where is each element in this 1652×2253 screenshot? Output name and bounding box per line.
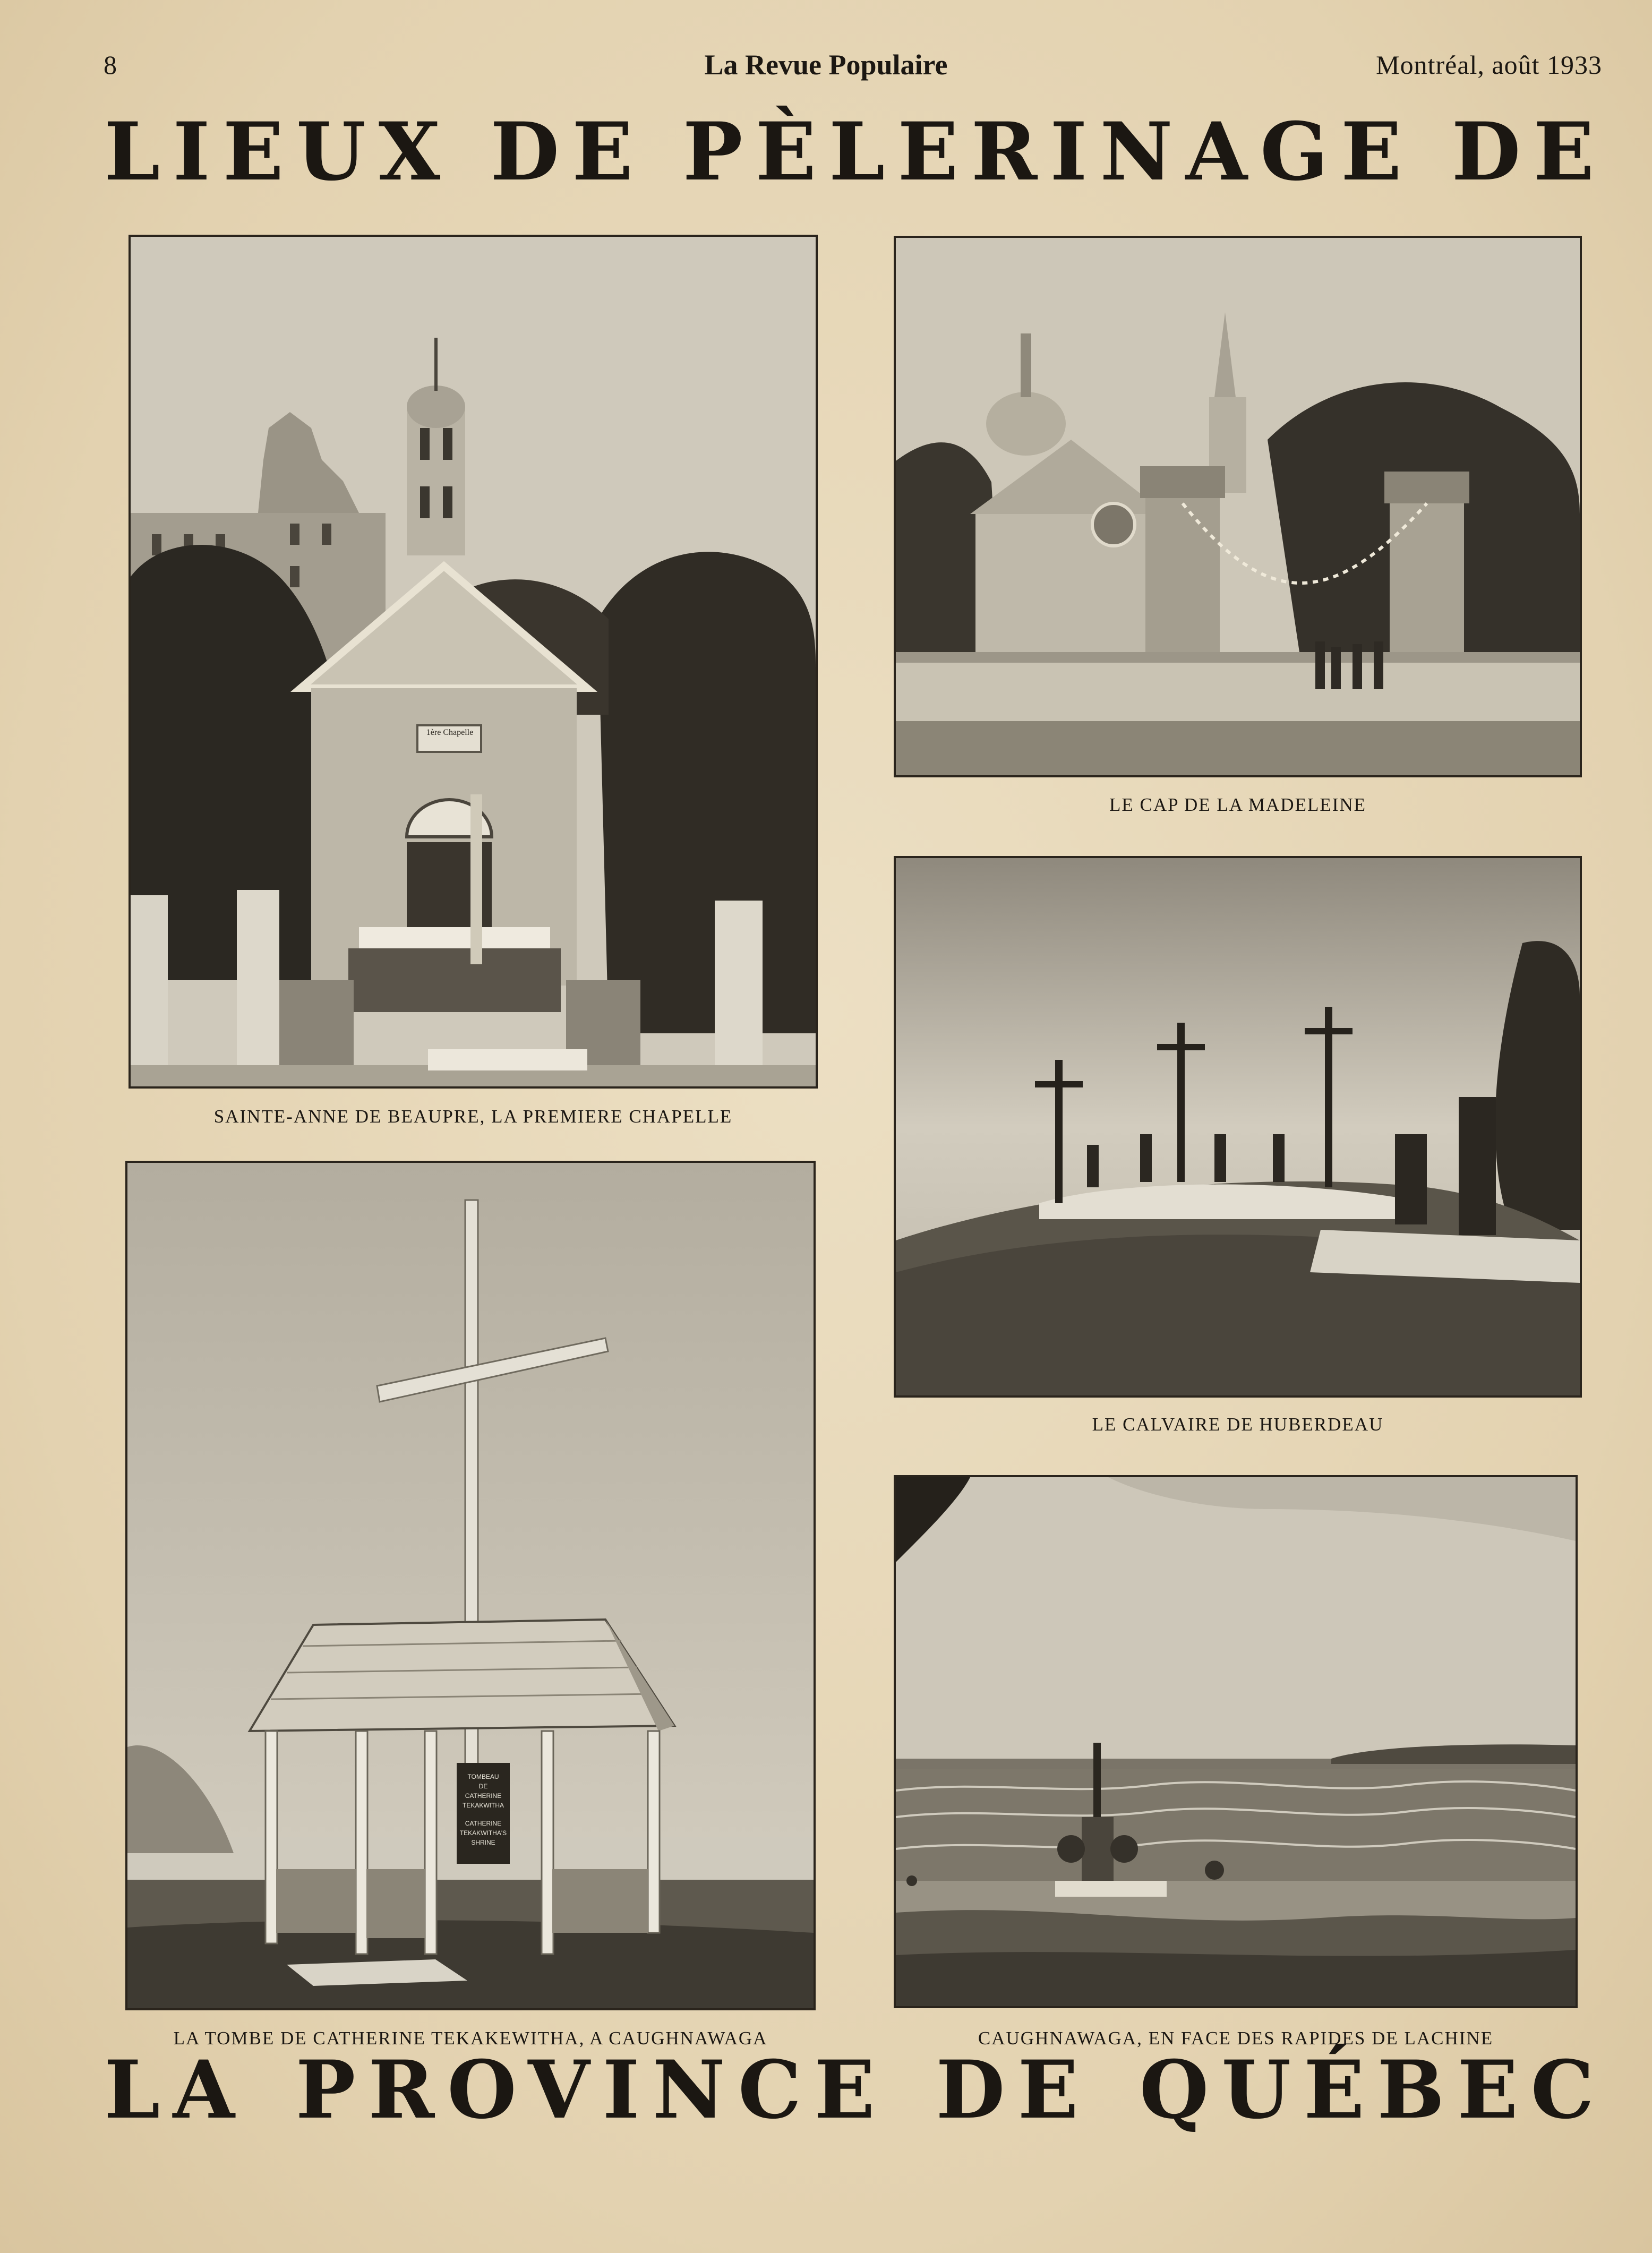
tomb-inscription: TOMBEAU [467,1773,499,1780]
photo-cap-de-la-madeleine [894,236,1582,777]
headline-word: LIEUX [104,105,453,199]
caption-cap-de-la-madeleine: LE CAP DE LA MADELEINE [1109,794,1367,815]
photo-sainte-anne-chapel [129,235,818,1089]
caption-sainte-anne: SAINTE-ANNE DE BEAUPRE, LA PREMIERE CHAPELLE [213,1106,733,1127]
headline-word: DE [1451,105,1607,199]
tomb-inscription: TEKAKWITHA [462,1802,504,1809]
page-number: 8 [104,50,117,80]
headline-word: DE [490,105,646,199]
photo-caughnawaga-rapides [894,1475,1578,2008]
tomb-inscription: DE [478,1783,488,1790]
headline-top [104,105,1607,199]
headline-bottom [104,2043,1607,2137]
publication-title: La Revue Populaire [704,49,948,81]
photo-calvaire-huberdeau [894,856,1582,1398]
tomb-inscription: TEKAKWITHA'S [459,1829,507,1837]
headline-word: PÈLERINAGE [682,105,1415,199]
tomb-inscription: CATHERINE [465,1792,502,1800]
dateline: Montréal, août 1933 [1376,50,1602,80]
caption-tombe-tekakwitha: LA TOMBE DE CATHERINE TEKAKEWITHA, A CAUGHNAWAGA [173,2028,768,2049]
headline-word: LA [104,2043,247,2137]
caption-calvaire-huberdeau: LE CALVAIRE DE HUBERDEAU [1092,1414,1384,1435]
chapel-sign: 1ère Chapelle [426,728,474,737]
headline-word: QUÉBEC [1139,2043,1607,2137]
photo-tombe-tekakwitha [125,1161,816,2010]
tomb-inscription: CATHERINE [465,1820,502,1827]
headline-word: DE [936,2043,1091,2137]
headline-word: PROVINCE [295,2043,888,2137]
tomb-inscription: SHRINE [471,1839,495,1846]
caption-caughnawaga: CAUGHNAWAGA, EN FACE DES RAPIDES DE LACHINE [978,2028,1494,2049]
